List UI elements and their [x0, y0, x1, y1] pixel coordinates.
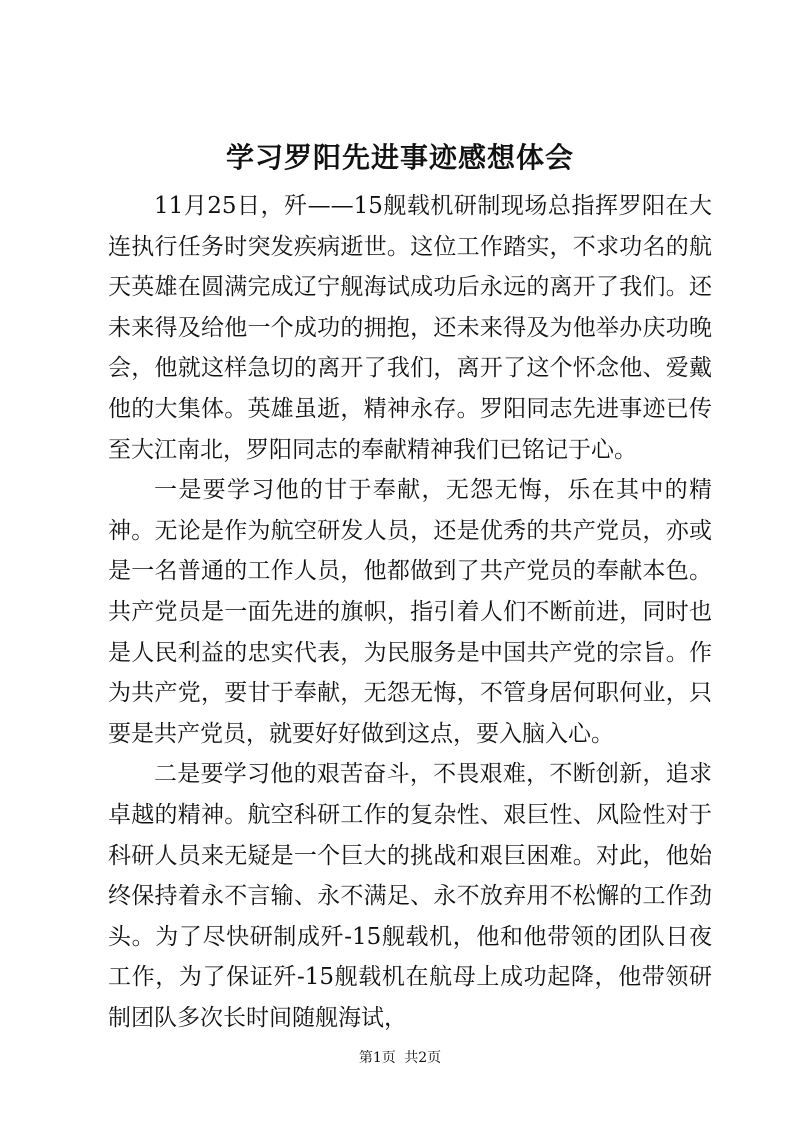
- paragraph-2: 一是要学习他的甘于奉献，无怨无悔，乐在其中的精神。无论是作为航空研发人员，还是优秀的共产党员，亦或是一名普通的工作人员，他都做到了共产党员的奉献本色。共产党员是一面先进的旗帜，指引着人们不断前进，同时也是人民利益的忠实代表，为民服务是中国共产党的宗旨。作为共产党，要甘于奉献，无怨无悔，不管身居何职何业，只要是共产党员，就要好好做到这点，要入脑入心。: [108, 477, 712, 747]
- document-body: [108, 186, 712, 1038]
- page-number: 第1页: [358, 1050, 396, 1066]
- paragraph-3: 二是要学习他的艰苦奋斗，不畏艰难，不断创新，追求卓越的精神。航空科研工作的复杂性、艰巨性、风险性对于科研人员来无疑是一个巨大的挑战和艰巨困难。对此，他始终保持着永不言输、永不满足、永不放弃用不松懈的工作劲头。为了尽快研制成歼-15舰载机，他和他带领的团队日夜工作，为了保证歼-15舰载机在航母上成功起降，他带领研制团队多次长时间随舰海试，: [108, 761, 712, 1031]
- page-total: 共2页: [404, 1050, 442, 1066]
- page-footer: [0, 1048, 800, 1068]
- document-title: 学习罗阳先进事迹感想体会: [225, 141, 574, 174]
- paragraph-1: 11月25日，歼——15舰载机研制现场总指挥罗阳在大连执行任务时突发疾病逝世。这位工作踏实，不求功名的航天英雄在圆满完成辽宁舰海试成功后永远的离开了我们。还未来得及给他一个成功的拥抱，还未来得及为他举办庆功晚会，他就这样急切的离开了我们，离开了这个怀念他、爱戴他的大集体。英雄虽逝，精神永存。罗阳同志先进事迹已传至大江南北，罗阳同志的奉献精神我们已铭记于心。: [108, 193, 712, 463]
